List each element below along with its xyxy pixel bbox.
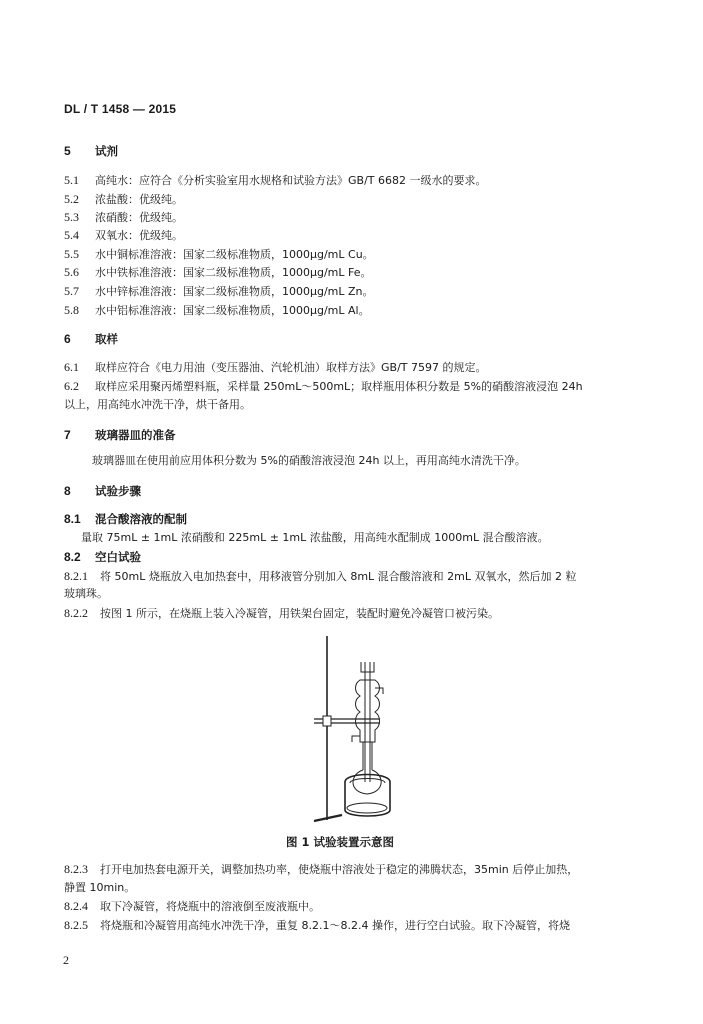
- subsection-8-2-heading: [64, 551, 141, 564]
- clause-number: 8.2.3: [64, 862, 88, 876]
- condenser-jacket: [356, 680, 380, 742]
- clause-text-line-1: 将 50mL 烧瓶放入电加热套中，用移液管分别加入 8mL 混合酸溶液和 2mL 双氧水，然后加 2 粒: [100, 570, 577, 583]
- clause-5-4: [64, 229, 183, 241]
- clause-6-2-continued: 以上，用高纯水冲洗干净，烘干备用。: [64, 398, 251, 411]
- clause-5-2: [64, 193, 183, 205]
- clause-number: 5.6: [64, 265, 79, 279]
- section-title: 玻璃器皿的准备: [95, 428, 176, 442]
- clause-text: 水中锌标准溶液：国家二级标准物质，1000μg/mL Zn。: [95, 285, 374, 298]
- section-number: 5: [64, 144, 71, 158]
- clause-5-8: [64, 304, 370, 316]
- clause-text: 取样应符合《电力用油（变压器油、汽轮机油）取样方法》GB/T 7597 的规定。: [95, 361, 487, 374]
- clause-number: 5.3: [64, 210, 79, 224]
- clause-5-1: [64, 174, 486, 186]
- flask: [353, 770, 381, 794]
- section-title: 试剂: [95, 144, 118, 158]
- stand-base: [314, 815, 342, 821]
- subsection-8-1-text: 量取 75mL ± 1mL 浓硝酸和 225mL ± 1mL 浓盐酸，用高纯水配制成 1000mL 混合酸溶液。: [81, 531, 549, 544]
- clause-number: 5.4: [64, 228, 79, 242]
- clause-number: 5.5: [64, 247, 79, 261]
- clause-5-7: [64, 285, 374, 297]
- clause-text-line-1: 打开电加热套电源开关，调整加热功率，使烧瓶中溶液处于稳定的沸腾状态，35min 后停止加热，: [100, 863, 579, 876]
- water-inlet: [352, 736, 360, 742]
- clause-text: 水中铁标准溶液：国家二级标准物质，1000μg/mL Fe。: [95, 266, 372, 279]
- section-5-heading: [64, 145, 118, 158]
- section-7-heading: [64, 429, 176, 442]
- clause-text: 高纯水：应符合《分析实验室用水规格和试验方法》GB/T 6682 一级水的要求。: [95, 174, 487, 187]
- clause-8-2-5: [64, 919, 570, 931]
- clause-8-2-1: [64, 570, 577, 582]
- clause-number: 8.2.1: [64, 569, 88, 583]
- subsection-number: 8.2: [64, 550, 81, 564]
- clause-number: 6.2: [64, 379, 79, 393]
- clause-8-2-2: [64, 607, 499, 619]
- clause-text: 取下冷凝管，将烧瓶中的溶液倒至废液瓶中。: [100, 900, 320, 913]
- clause-text: 将烧瓶和冷凝管用高纯水冲洗干净，重复 8.2.1～8.2.4 操作，进行空白试验。取下冷凝管，将烧: [100, 919, 570, 932]
- section-6-heading: [64, 333, 118, 346]
- section-number: 8: [64, 484, 71, 498]
- clause-number: 5.7: [64, 284, 79, 298]
- subsection-number: 8.1: [64, 512, 81, 526]
- section-8-heading: [64, 485, 141, 498]
- clause-6-1: [64, 361, 486, 373]
- clause-number: 8.2.5: [64, 918, 88, 932]
- clause-number: 6.1: [64, 360, 79, 374]
- page-number: 2: [63, 953, 69, 967]
- clause-text: 水中铝标准溶液：国家二级标准物质，1000μg/mL Al。: [95, 304, 370, 317]
- clause-8-2-3-continued: 静置 10min。: [64, 881, 136, 894]
- section-title: 试验步骤: [95, 484, 141, 498]
- section-number: 6: [64, 332, 71, 346]
- clause-5-3: [64, 211, 183, 223]
- subsection-8-1-heading: [64, 513, 187, 526]
- figure-1-caption: 图 1 试验装置示意图: [286, 835, 395, 849]
- clause-5-5: [64, 248, 374, 260]
- clause-text: 按图 1 所示，在烧瓶上装入冷凝管，用铁架台固定，装配时避免冷凝管口被污染。: [100, 607, 499, 620]
- subsection-title: 空白试验: [95, 550, 141, 564]
- clause-number: 8.2.2: [64, 606, 88, 620]
- section-7-text: 玻璃器皿在使用前应用体积分数为 5%的硝酸溶液浸泡 24h 以上，再用高纯水清洗干净。: [92, 454, 526, 467]
- clause-number: 5.2: [64, 192, 79, 206]
- standard-number: DL / T 1458 — 2015: [64, 102, 177, 116]
- clamp-holder: [323, 716, 331, 726]
- figure-1-apparatus-diagram: [290, 632, 410, 827]
- clause-6-2: [64, 380, 583, 392]
- clause-number: 5.1: [64, 173, 79, 187]
- condenser-top-joint: [361, 662, 374, 672]
- clause-8-2-1-continued: 玻璃珠。: [64, 587, 108, 600]
- clause-8-2-4: [64, 900, 320, 912]
- clause-text: 浓硝酸：优级纯。: [95, 211, 183, 224]
- clause-text: 双氧水：优级纯。: [95, 229, 183, 242]
- clause-5-6: [64, 266, 372, 278]
- clause-8-2-3: [64, 863, 578, 875]
- subsection-title: 混合酸溶液的配制: [95, 512, 187, 526]
- clause-text-line-1: 取样应采用聚丙烯塑料瓶，采样量 250mL～500mL；取样瓶用体积分数是 5%的硝酸溶液浸泡 24h: [95, 380, 583, 393]
- clause-text: 水中铜标准溶液：国家二级标准物质，1000μg/mL Cu。: [95, 248, 374, 261]
- clause-text: 浓盐酸：优级纯。: [95, 193, 183, 206]
- clause-number: 5.8: [64, 303, 79, 317]
- clause-number: 8.2.4: [64, 899, 88, 913]
- section-number: 7: [64, 428, 71, 442]
- section-title: 取样: [95, 332, 118, 346]
